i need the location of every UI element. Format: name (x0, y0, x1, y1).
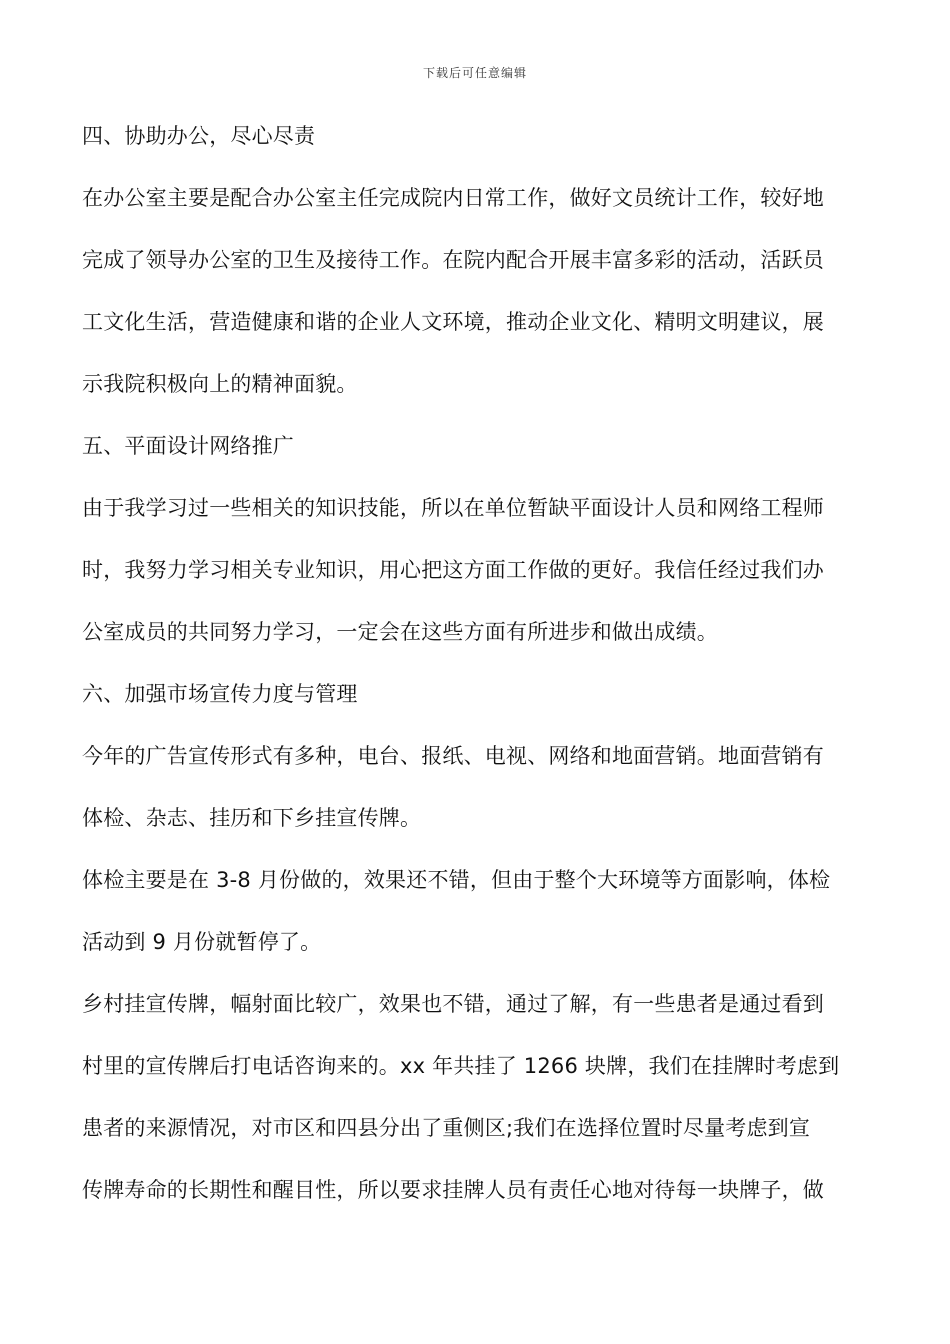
text-line: 在办公室主要是配合办公室主任完成院内日常工作，做好文员统计工作，较好地 (82, 186, 824, 210)
section-heading: 六、加强市场宣传力度与管理 (82, 682, 358, 706)
section-5 (82, 430, 874, 648)
text-line: 体检、杂志、挂历和下乡挂宣传牌。 (82, 806, 422, 830)
section-6 (82, 678, 874, 1206)
text-line: 由于我学习过一些相关的知识技能，所以在单位暂缺平面设计人员和网络工程师 (82, 496, 824, 520)
paragraph (82, 988, 874, 1206)
page-header: 下载后可任意编辑 (422, 66, 527, 80)
text-line: 公室成员的共同努力学习，一定会在这些方面有所进步和做出成绩。 (82, 620, 718, 644)
text-line: 时，我努力学习相关专业知识，用心把这方面工作做的更好。我信任经过我们办 (82, 558, 824, 582)
text-line: 活动到 9 月份就暂停了。 (82, 930, 322, 954)
paragraph (82, 864, 874, 958)
document-body (82, 120, 874, 1236)
text-line: 患者的来源情况，对市区和四县分出了重侧区;我们在选择位置时尽量考虑到宣 (82, 1116, 811, 1140)
text-line: 乡村挂宣传牌，幅射面比较广，效果也不错，通过了解，有一些患者是通过看到 (82, 992, 824, 1016)
text-line: 体检主要是在 3-8 月份做的，效果还不错，但由于整个大环境等方面影响，体检 (82, 868, 831, 892)
section-heading: 四、协助办公，尽心尽责 (82, 124, 316, 148)
paragraph (82, 740, 874, 834)
text-line: 工文化生活，营造健康和谐的企业人文环境，推动企业文化、精明文明建议，展 (82, 310, 824, 334)
paragraph (82, 182, 874, 400)
text-line: 村里的宣传牌后打电话咨询来的。xx 年共挂了 1266 块牌，我们在挂牌时考虑到 (82, 1054, 840, 1078)
text-line: 示我院积极向上的精神面貌。 (82, 372, 358, 396)
section-4 (82, 120, 874, 400)
paragraph (82, 492, 874, 648)
section-heading: 五、平面设计网络推广 (82, 434, 294, 458)
text-line: 今年的广告宣传形式有多种，电台、报纸、电视、网络和地面营销。地面营销有 (82, 744, 824, 768)
text-line: 完成了领导办公室的卫生及接待工作。在院内配合开展丰富多彩的活动，活跃员 (82, 248, 824, 272)
text-line: 传牌寿命的长期性和醒目性，所以要求挂牌人员有责任心地对待每一块牌子，做 (82, 1178, 824, 1202)
